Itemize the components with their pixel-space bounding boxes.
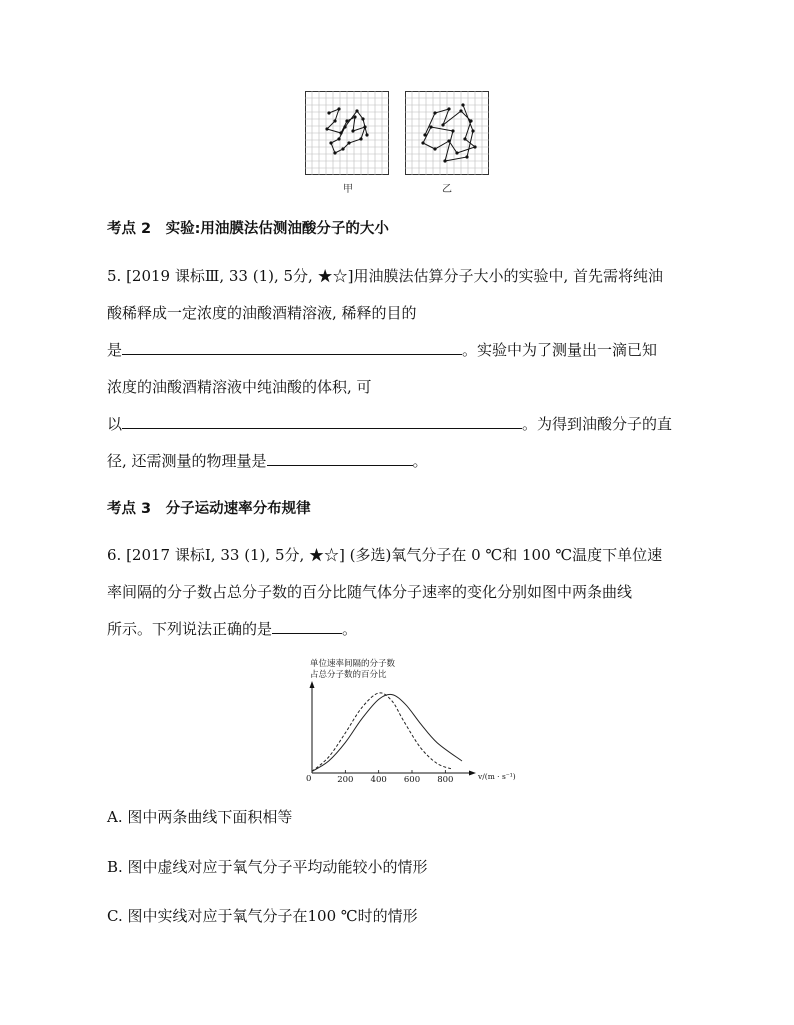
- origin-label: 0: [306, 774, 312, 784]
- q5-answer-blank-3[interactable]: [267, 451, 413, 466]
- q5-line6-suffix: 。: [412, 452, 428, 470]
- series-dashed-curve: [312, 693, 452, 772]
- option-c: C. 图中实线对应于氧气分子在100 ℃时的情形: [107, 907, 418, 925]
- chart-svg: [300, 655, 516, 785]
- section2-heading: 考点 2 实验:用油膜法估测油酸分子的大小: [107, 221, 389, 237]
- figure-jia: [305, 91, 389, 179]
- q6-line1: 6. [2017 课标Ⅰ, 33 (1), 5分, ★☆] (多选)氧气分子在 0 ℃和 100 ℃温度下单位速: [107, 546, 663, 564]
- caption-jia: 甲: [343, 184, 353, 195]
- x-ticks: [337, 770, 453, 785]
- grid-jia-svg: [305, 91, 389, 175]
- q5-line4: 浓度的油酸酒精溶液中纯油酸的体积, 可: [107, 378, 372, 396]
- y-axis-label-line1: 单位速率间隔的分子数: [310, 659, 396, 669]
- x-tick-label-400: 400: [370, 775, 387, 785]
- q5-line3-prefix: 是: [107, 341, 123, 359]
- q6-line3: [107, 619, 357, 639]
- q6-line3-suffix: 。: [342, 620, 358, 638]
- option-a: A. 图中两条曲线下面积相等: [107, 808, 293, 826]
- q6-answer-blank[interactable]: [272, 619, 342, 634]
- figure-yi: [405, 91, 489, 179]
- x-tick-label-200: 200: [337, 775, 354, 785]
- y-axis-arrow: [310, 681, 315, 688]
- speed-distribution-chart: [300, 655, 516, 789]
- q5-answer-blank-2[interactable]: [122, 414, 522, 429]
- section3-heading: 考点 3 分子运动速率分布规律: [107, 501, 311, 517]
- x-axis-arrow: [469, 771, 476, 776]
- caption-yi: 乙: [442, 184, 452, 195]
- grid-yi-svg: [405, 91, 489, 175]
- q5-line5: [107, 414, 672, 434]
- q5-line6: [107, 451, 428, 471]
- x-tick-label-800: 800: [437, 775, 454, 785]
- series-layer: [312, 693, 462, 772]
- q6-line2: 率间隔的分子数占总分子数的百分比随气体分子速率的变化分别如图中两条曲线: [107, 583, 633, 601]
- q5-line3-suffix: 。实验中为了测量出一滴已知: [462, 341, 658, 359]
- y-axis-label-line2: 占总分子数的百分比: [310, 670, 387, 680]
- q6-line3-prefix: 所示。下列说法正确的是: [107, 620, 273, 638]
- q5-line3: [107, 340, 657, 360]
- q5-line2: 酸稀释成一定浓度的油酸酒精溶液, 稀释的目的: [107, 304, 417, 322]
- q5-line1: 5. [2019 课标Ⅲ, 33 (1), 5分, ★☆]用油膜法估算分子大小的实验中, 首先需将纯油: [107, 267, 663, 285]
- q5-answer-blank-1[interactable]: [122, 340, 462, 355]
- q5-line5-suffix: 。为得到油酸分子的直: [522, 415, 673, 433]
- q5-line5-prefix: 以: [107, 415, 123, 433]
- series-solid-curve: [312, 694, 462, 771]
- q5-line6-prefix: 径, 还需测量的物理量是: [107, 452, 267, 470]
- x-axis-label: v/(m · s⁻¹): [478, 772, 516, 781]
- option-b: B. 图中虚线对应于氧气分子平均动能较小的情形: [107, 858, 428, 876]
- x-tick-label-600: 600: [403, 775, 421, 785]
